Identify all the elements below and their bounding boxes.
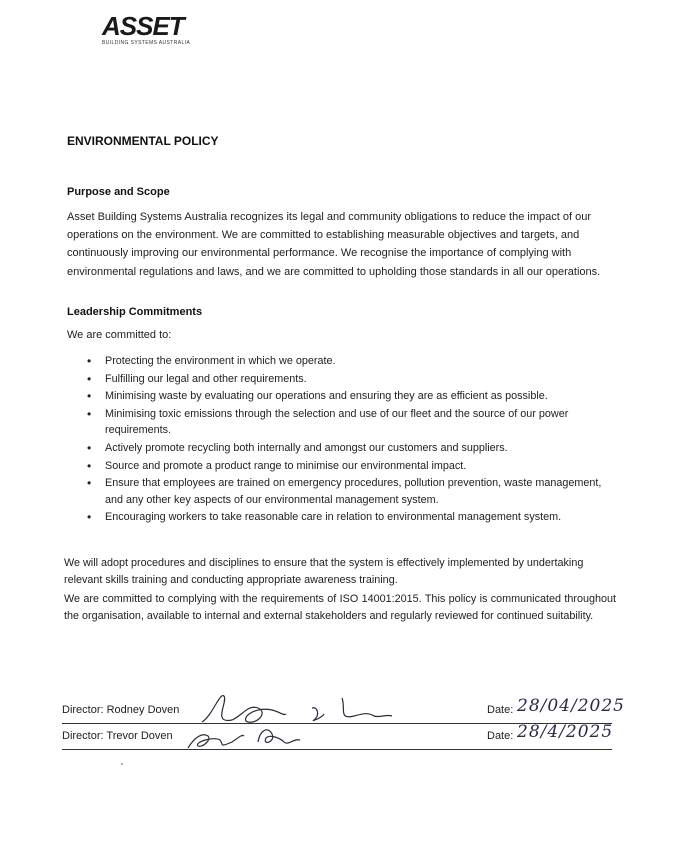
commitments-list [83, 353, 615, 527]
page-mark [121, 763, 123, 765]
list-item: • Protecting the environment in which we operate. [83, 353, 615, 370]
list-item: • Minimising waste by evaluating our operations and ensuring they are as efficient as possible. [83, 388, 615, 405]
logo-subtext: BUILDING SYSTEMS AUSTRALIA [102, 40, 191, 46]
logo-mark: ASSET [102, 11, 184, 41]
date-label: Date: [487, 730, 514, 742]
director-label: Director: Trevor Doven [62, 730, 173, 742]
date-label: Date: [487, 704, 514, 716]
director-label: Director: Rodney Doven [62, 704, 180, 716]
list-item: • Minimising toxic emissions through the selection and use of our fleet and the source of our power requirements. [83, 406, 615, 439]
signature-row-rodney [62, 696, 625, 722]
signature-row-trevor [62, 722, 614, 748]
adopt-paragraph: We will adopt procedures and disciplines to ensure that the system is effectively implemented by undertaking relevant skills training and conducting appropriate awareness training. [64, 557, 584, 586]
purpose-paragraph: Asset Building Systems Australia recognizes its legal and community obligations to reduce the impact of our operations on the environment. We are committed to establishing measurable objectives and targets, and continuously improving our environmental performance. We recognise the importance of complying with environmental regulations and laws, and we are committed to upholding those standards in all our operations. [67, 211, 601, 278]
list-item: • Source and promote a product range to minimise our environmental impact. [83, 458, 615, 475]
handwritten-date: 28/4/2025 [517, 722, 614, 742]
leadership-heading: Leadership Commitments [67, 306, 203, 318]
list-item: • Actively promote recycling both internally and amongst our customers and suppliers. [83, 440, 615, 457]
company-logo [102, 11, 194, 48]
page-title: ENVIRONMENTAL POLICY [67, 134, 219, 148]
list-item: • Encouraging workers to take reasonable care in relation to environmental management system. [83, 509, 615, 526]
list-item: • Fulfilling our legal and other requirements. [83, 371, 615, 388]
signature-line [62, 749, 612, 750]
handwritten-date: 28/04/2025 [517, 696, 625, 716]
purpose-heading: Purpose and Scope [67, 186, 170, 198]
leadership-intro: We are committed to: [67, 329, 172, 341]
iso-paragraph: We are committed to complying with the requirements of ISO 14001:2015. This policy is communicated throughout the organisation, available to internal and external stakeholders and regularly reviewed for continued suitability. [64, 593, 616, 622]
list-item: • Ensure that employees are trained on emergency procedures, pollution prevention, waste management, and any other key aspects of our environmental management system. [83, 475, 615, 508]
